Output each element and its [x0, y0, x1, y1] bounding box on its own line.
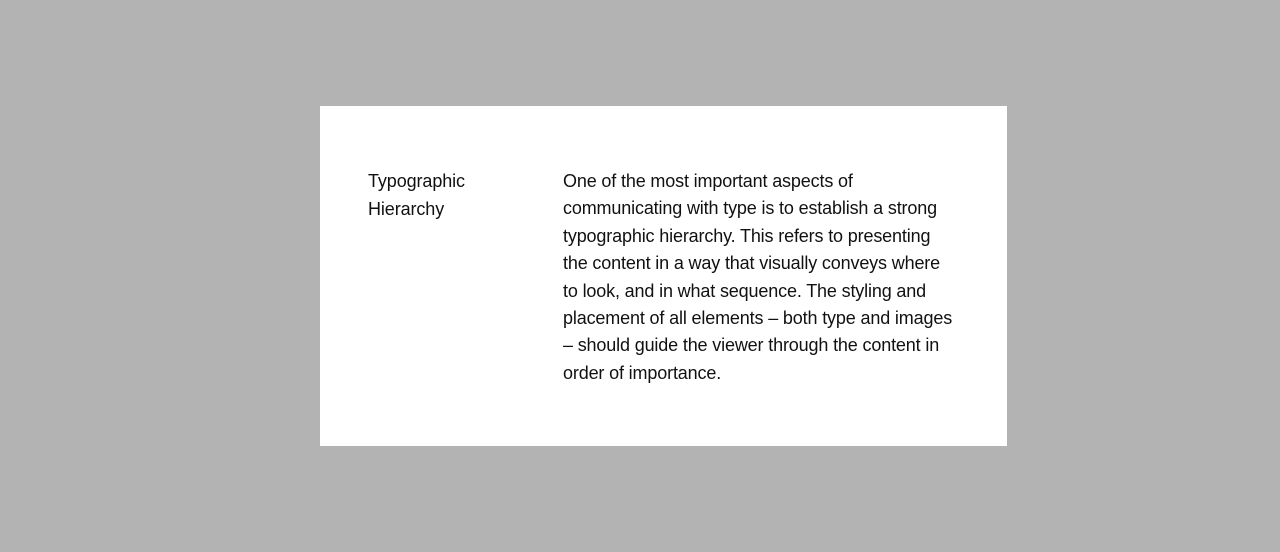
body-line: typographic hierarchy. This refers to presenting — [563, 225, 931, 246]
body-line: – should guide the viewer through the content in — [563, 335, 940, 356]
section-heading — [368, 168, 518, 223]
body-line: One of the most important aspects of — [563, 171, 853, 191]
body-line: to look, and in what sequence. The styling and — [563, 280, 927, 301]
content-card — [320, 106, 1007, 446]
body-line: communicating with type is to establish a strong — [563, 198, 937, 219]
body-paragraph — [563, 168, 963, 387]
body-line: order of importance. — [563, 362, 722, 383]
body-line: the content in a way that visually conveys where — [563, 253, 941, 274]
heading-line: Hierarchy — [368, 198, 445, 219]
body-line: placement of all elements – both type and images — [563, 308, 953, 329]
heading-line: Typographic — [368, 171, 465, 191]
